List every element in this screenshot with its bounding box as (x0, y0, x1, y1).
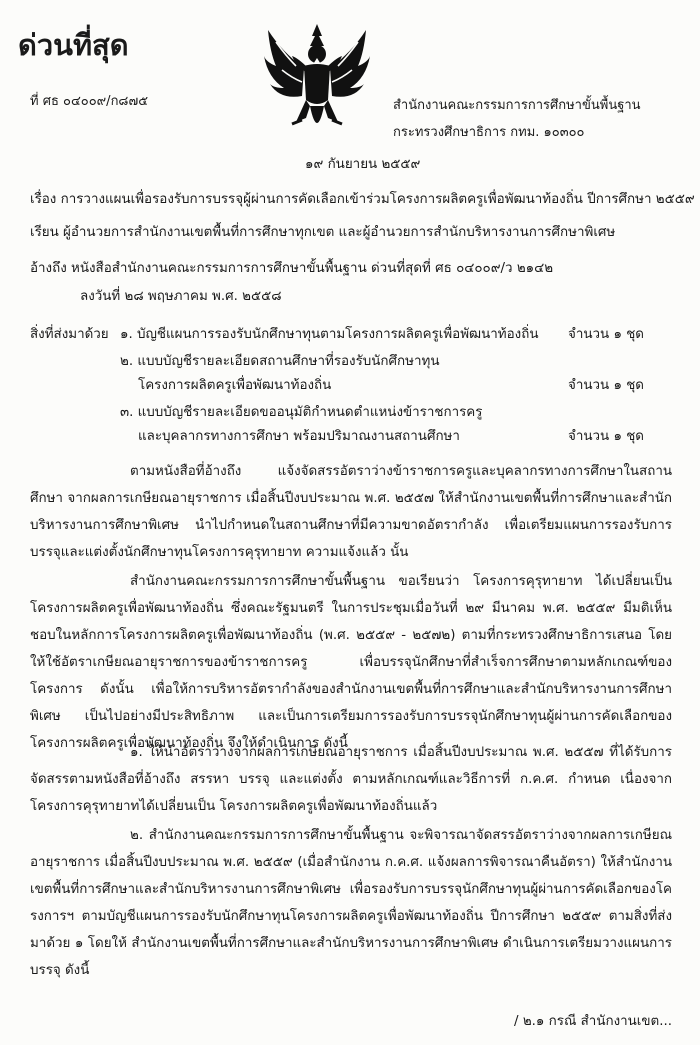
document-number: ที่ ศธ ๐๔๐๐๙/ก๘๗๕ (30, 94, 149, 109)
paragraph-text: ๑. ให้นำอัตราว่างจากผลการเกษียณอายุราชการ เมื่อสิ้นปีงบประมาณ พ.ศ. ๒๕๕๗ ที่ได้รับการจัดสรรตามหนังสือที่อ้างถึง สรรหา บรรจุ และแต่งตั้ง ตามหลักเกณฑ์และวิธีการที่ ก.ค.ศ. กำหนด เนื่องจากโครงการคุรุทายาทได้เปลี่ยนเป็น โครงการผลิตครูเพื่อพัฒนาท้องถิ่นแล้ว (30, 745, 672, 814)
enclosure-item-subtitle: และบุคลากรทางการศึกษา พร้อมปริมาณงานสถานศึกษา (138, 429, 460, 444)
body-paragraph-4 (30, 822, 672, 984)
enclosure-item-qty: จำนวน ๑ ชุด (568, 327, 644, 342)
paragraph-text: ๒. สำนักงานคณะกรรมการการศึกษาขั้นพื้นฐาน จะพิจารณาจัดสรรอัตราว่างจากผลการเกษียณอายุราชการ เมื่อสิ้นปีงบประมาณ พ.ศ. ๒๕๕๙ (เมื่อสำนักงาน ก.ค.ศ. แจ้งผลการพิจารณาคืนอัตรา) ให้สำนักงานเขตพื้นที่การศึกษาและสำนักบริหารงานการศึกษาพิเศษ เพื่อรองรับการบรรจุนักศึกษาทุนผู้ผ่านการคัดเลือกของโครงการฯ ตามบัญชีแผนการรองรับนักศึกษาทุนโครงการผลิตครูเพื่อพัฒนาท้องถิ่น ปีการศึกษา ๒๕๕๙ ตามสิ่งที่ส่งมาด้วย ๑ โดยให้ สำนักงานเขตพื้นที่การศึกษาและสำนักบริหารงานการศึกษาพิเศษ ดำเนินการเตรียมวางแผนการบรรจุ ดังนี้ (30, 828, 672, 978)
paragraph-text: สำนักงานคณะกรรมการการศึกษาขั้นพื้นฐาน ขอเรียนว่า โครงการคุรุทายาท ได้เปลี่ยนเป็น โครงการผลิตครูเพื่อพัฒนาท้องถิ่น ซึ่งคณะรัฐมนตรี ในการประชุมเมื่อวันที่ ๒๙ มีนาคม พ.ศ. ๒๕๕๙ มีมติเห็นชอบในหลักการโครงการผลิตครูเพื่อพัฒนาท้องถิ่น (พ.ศ. ๒๕๕๙ - ๒๕๗๒) ตามที่กระทรวงศึกษาธิการเสนอ โดยให้ใช้อัตราเกษียณอายุราชการของข้าราชการครู เพื่อบรรจุนักศึกษาที่สำเร็จการศึกษาตามหลักเกณฑ์ของโครงการ ดังนั้น เพื่อให้การบริหารอัตรากำลังของสำนักงานเขตพื้นที่การศึกษาและสำนักบริหารงานการศึกษาพิเศษ เป็นไปอย่างมีประสิทธิภาพ และเป็นการเตรียมการรองรับการบรรจุนักศึกษาทุนผู้ผ่านการคัดเลือกของโครงการผลิตครูเพื่อพัฒนาท้องถิ่น จึงให้ดำเนินการ ดังนี้ (30, 574, 672, 751)
body-paragraph-1 (30, 458, 672, 566)
subject-line: เรื่อง การวางแผนเพื่อรองรับการบรรจุผู้ผ่านการคัดเลือกเข้าร่วมโครงการผลิตครูเพื่อพัฒนาท้องถิ่น ปีการศึกษา ๒๕๕๙ (30, 192, 695, 207)
reference-line: อ้างถึง หนังสือสำนักงานคณะกรรมการการศึกษาขั้นพื้นฐาน ด่วนที่สุดที่ ศธ ๐๔๐๐๙/ว ๒๑๔๒ (30, 261, 554, 276)
garuda-emblem-icon (262, 22, 372, 140)
paragraph-text: ตามหนังสือที่อ้างถึง แจ้งจัดสรรอัตราว่างข้าราชการครูและบุคลากรทางการศึกษาในสถานศึกษา จากผลการเกษียณอายุราชการ เมื่อสิ้นปีงบประมาณ พ.ศ. ๒๕๕๗ ให้สำนักงานเขตพื้นที่การศึกษาและสำนักบริหารงานการศึกษาพิเศษ นำไปกำหนดในสถานศึกษาที่มีความขาดอัตรากำลัง เพื่อเตรียมแผนการรองรับการบรรจุและแต่งตั้งนักศึกษาทุนโครงการคุรุทายาท ความแจ้งแล้ว นั้น (30, 464, 672, 560)
enclosure-item-title: ๒. แบบบัญชีรายละเอียดสถานศึกษาที่รองรับนักศึกษาทุน (120, 354, 440, 369)
recipient-line: เรียน ผู้อำนวยการสำนักงานเขตพื้นที่การศึกษาทุกเขต และผู้อำนวยการสำนักบริหารงานการศึกษาพิเศษ (30, 225, 616, 240)
document-date: ๑๙ กันยายน ๒๕๕๙ (305, 157, 421, 172)
agency-location: กระทรวงศึกษาธิการ กทม. ๑๐๓๐๐ (393, 125, 585, 140)
continuation-note: / ๒.๑ กรณี สำนักงานเขต... (514, 1014, 672, 1029)
enclosure-item-title: ๑. บัญชีแผนการรองรับนักศึกษาทุนตามโครงการผลิตครูเพื่อพัฒนาท้องถิ่น (120, 327, 539, 342)
enclosure-item-qty: จำนวน ๑ ชุด (568, 429, 644, 444)
body-paragraph-3 (30, 739, 672, 820)
reference-date: ลงวันที่ ๒๘ พฤษภาคม พ.ศ. ๒๕๕๘ (80, 289, 282, 304)
urgent-stamp: ด่วนที่สุด (18, 28, 129, 62)
agency-address (393, 92, 641, 146)
agency-name: สำนักงานคณะกรรมการการศึกษาขั้นพื้นฐาน (393, 98, 641, 113)
body-paragraph-2 (30, 568, 672, 757)
enclosure-item-subtitle: โครงการผลิตครูเพื่อพัฒนาท้องถิ่น (138, 378, 332, 393)
enclosure-label: สิ่งที่ส่งมาด้วย (30, 327, 109, 342)
enclosure-item-qty: จำนวน ๑ ชุด (568, 378, 644, 393)
enclosure-item-title: ๓. แบบบัญชีรายละเอียดขออนุมัติกำหนดตำแหน่งข้าราชการครู (120, 405, 483, 420)
